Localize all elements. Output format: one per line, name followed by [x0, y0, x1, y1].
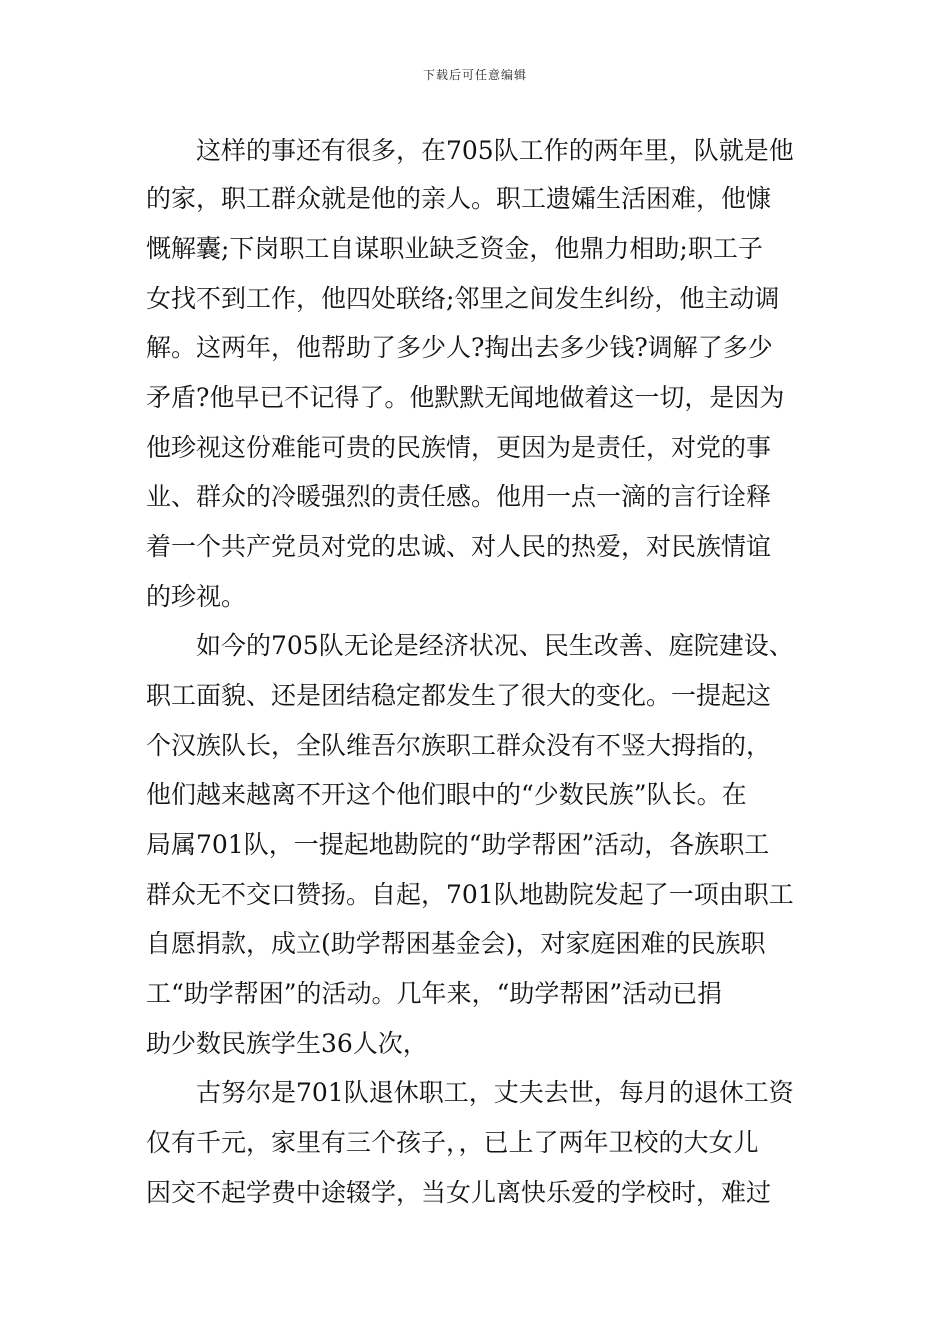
text-line: 职工面貌、还是团结稳定都发生了很大的变化。一提起这 — [146, 681, 772, 710]
text-line: 他们越来越离不开这个他们眼中的“少数民族”队长。在 — [146, 780, 747, 809]
text-line: 矛盾?他早已不记得了。他默默无闻地做着这一切，是因为 — [146, 383, 785, 412]
text-line: 仅有千元，家里有三个孩子，，已上了两年卫校的大女儿 — [146, 1128, 759, 1157]
text-line: 个汉族队长，全队维吾尔族职工群众没有不竖大拇指的， — [146, 731, 772, 760]
text-line: 因交不起学费中途辍学，当女儿离快乐爱的学校时，难过 — [146, 1178, 772, 1207]
text-line: 慨解囊;下岗职工自谋职业缺乏资金，他鼎力相助;职工子 — [146, 234, 763, 263]
page-header: 下载后可任意编辑 — [422, 68, 527, 82]
text-line: 这样的事还有很多，在705队工作的两年里，队就是他 — [196, 136, 794, 165]
text-line: 的家，职工群众就是他的亲人。职工遗孀生活困难，他慷 — [146, 184, 772, 213]
text-line: 群众无不交口赞扬。自起，701队地勘院发起了一项由职工 — [146, 880, 794, 909]
text-line: 助少数民族学生36人次， — [146, 1029, 428, 1058]
text-line: 如今的705队无论是经济状况、民生改善、庭院建设、 — [196, 631, 794, 660]
text-line: 古努尔是701队退休职工，丈夫去世，每月的退休工资 — [196, 1078, 794, 1107]
text-line: 着一个共产党员对党的忠诚、对人民的热爱，对民族情谊 — [146, 532, 772, 561]
text-line: 的珍视。 — [146, 582, 247, 611]
text-line: 局属701队，一提起地勘院的“助学帮困”活动，各族职工 — [146, 830, 770, 859]
text-line: 自愿捐款，成立(助学帮困基金会)，对家庭困难的民族职 — [146, 929, 766, 958]
text-line: 他珍视这份难能可贵的民族情，更因为是责任，对党的事 — [146, 433, 772, 462]
text-line: 工“助学帮困”的活动。几年来，“助学帮困”活动已捐 — [146, 979, 723, 1008]
text-line: 解。这两年，他帮助了多少人?掏出去多少钱?调解了多少 — [146, 333, 773, 362]
text-line: 业、群众的冷暖强烈的责任感。他用一点一滴的言行诠释 — [146, 482, 772, 511]
text-line: 女找不到工作，他四处联络;邻里之间发生纠纷，他主动调 — [146, 284, 780, 313]
